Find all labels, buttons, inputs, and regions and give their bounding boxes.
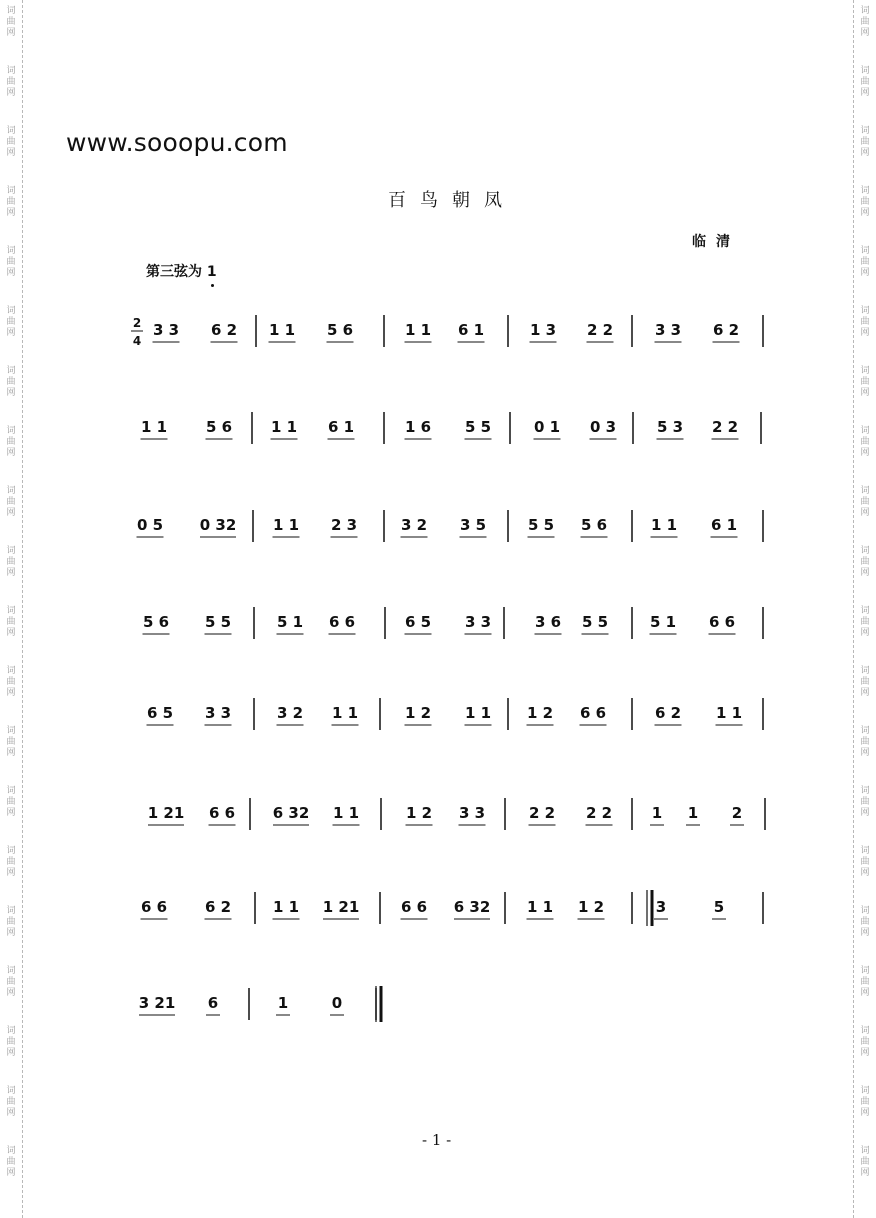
note-group: 1 1 bbox=[464, 704, 492, 722]
margin-watermark: 词 曲 网 bbox=[860, 1026, 870, 1058]
margin-watermark: 词 曲 网 bbox=[6, 246, 16, 278]
note-group: 3 2 bbox=[400, 516, 428, 534]
note-group: 6 6 bbox=[140, 898, 168, 916]
margin-watermark: 词 曲 网 bbox=[6, 846, 16, 878]
note-group: 1 2 bbox=[404, 704, 432, 722]
note-group: 5 6 bbox=[326, 321, 354, 339]
margin-watermark: 词 曲 网 bbox=[860, 906, 870, 938]
margin-watermark: 词 曲 网 bbox=[6, 366, 16, 398]
note-group: 6 2 bbox=[204, 898, 232, 916]
margin-watermark: 词 曲 网 bbox=[860, 486, 870, 518]
margin-watermark: 词 曲 网 bbox=[860, 1086, 870, 1118]
note-group: 1 1 bbox=[715, 704, 743, 722]
note-group: 6 6 bbox=[328, 613, 356, 631]
note-group: 0 32 bbox=[199, 516, 237, 534]
song-title: 百鸟朝凤 bbox=[388, 190, 516, 211]
note-group: 6 bbox=[207, 994, 219, 1012]
note-group: 5 1 bbox=[649, 613, 677, 631]
margin-watermark: 词 曲 网 bbox=[6, 726, 16, 758]
margin-watermark: 词 曲 网 bbox=[860, 126, 870, 158]
note-group: 6 1 bbox=[327, 418, 355, 436]
note-group: 3 6 bbox=[534, 613, 562, 631]
time-signature-top: 2 bbox=[132, 316, 142, 330]
margin-watermark: 词 曲 网 bbox=[860, 606, 870, 638]
margin-watermark: 词 曲 网 bbox=[860, 366, 870, 398]
tuning-label: 第三弦为 bbox=[146, 264, 202, 280]
note-group: 1 1 bbox=[332, 804, 360, 822]
note-group: 1 1 bbox=[272, 516, 300, 534]
note-group: 6 6 bbox=[579, 704, 607, 722]
note-group: 6 32 bbox=[453, 898, 491, 916]
note-group: 5 6 bbox=[142, 613, 170, 631]
note-group: 1 1 bbox=[270, 418, 298, 436]
note-group: 6 2 bbox=[712, 321, 740, 339]
margin-watermark: 词 曲 网 bbox=[860, 1146, 870, 1178]
margin-watermark: 词 曲 网 bbox=[6, 1086, 16, 1118]
note-group: 1 2 bbox=[526, 704, 554, 722]
margin-watermark: 词 曲 网 bbox=[6, 426, 16, 458]
time-signature-bottom: 4 bbox=[132, 334, 142, 348]
note-group: 3 3 bbox=[464, 613, 492, 631]
note-group: 3 3 bbox=[152, 321, 180, 339]
note-group: 1 1 bbox=[268, 321, 296, 339]
margin-watermark: 词 曲 网 bbox=[6, 786, 16, 818]
note-group: 6 2 bbox=[210, 321, 238, 339]
note-group: 5 6 bbox=[205, 418, 233, 436]
margin-watermark: 词 曲 网 bbox=[6, 66, 16, 98]
note-group: 5 3 bbox=[656, 418, 684, 436]
margin-watermark: 词 曲 网 bbox=[860, 846, 870, 878]
note-group: 6 6 bbox=[708, 613, 736, 631]
note-group: 2 2 bbox=[711, 418, 739, 436]
note-group: 1 1 bbox=[526, 898, 554, 916]
tuning-pitch: 1 bbox=[206, 264, 217, 280]
note-group: 1 bbox=[277, 994, 289, 1012]
margin-watermark: 词 曲 网 bbox=[860, 426, 870, 458]
time-signature bbox=[131, 316, 143, 348]
margin-watermark: 词 曲 网 bbox=[6, 486, 16, 518]
note-group: 2 2 bbox=[586, 321, 614, 339]
note-group: 6 6 bbox=[208, 804, 236, 822]
note-group: 6 5 bbox=[146, 704, 174, 722]
note-group: 6 2 bbox=[654, 704, 682, 722]
note-group: 5 bbox=[713, 898, 725, 916]
margin-watermark: 词 曲 网 bbox=[6, 1146, 16, 1178]
note-group: 1 21 bbox=[322, 898, 360, 916]
note-group: 3 bbox=[655, 898, 667, 916]
note-group: 5 1 bbox=[276, 613, 304, 631]
note-group: 3 3 bbox=[204, 704, 232, 722]
note-group: 0 bbox=[331, 994, 343, 1012]
margin-watermark: 词 曲 网 bbox=[860, 6, 870, 38]
margin-watermark: 词 曲 网 bbox=[6, 906, 16, 938]
note-group: 1 1 bbox=[404, 321, 432, 339]
site-url: www.sooopu.com bbox=[66, 128, 288, 157]
note-group: 1 2 bbox=[577, 898, 605, 916]
margin-watermark: 词 曲 网 bbox=[6, 1026, 16, 1058]
note-group: 3 5 bbox=[459, 516, 487, 534]
note-group: 1 1 bbox=[272, 898, 300, 916]
note-group: 1 1 bbox=[140, 418, 168, 436]
note-group: 6 5 bbox=[404, 613, 432, 631]
margin-watermark: 词 曲 网 bbox=[860, 306, 870, 338]
note-group: 0 5 bbox=[136, 516, 164, 534]
note-group: 6 6 bbox=[400, 898, 428, 916]
margin-watermark: 词 曲 网 bbox=[860, 786, 870, 818]
region-label: 临清 bbox=[692, 234, 740, 250]
note-group: 5 5 bbox=[204, 613, 232, 631]
note-group: 1 6 bbox=[404, 418, 432, 436]
note-group: 0 1 bbox=[533, 418, 561, 436]
margin-watermark: 词 曲 网 bbox=[6, 966, 16, 998]
margin-watermark: 词 曲 网 bbox=[6, 606, 16, 638]
note-group: 6 1 bbox=[457, 321, 485, 339]
note-group: 1 1 bbox=[650, 516, 678, 534]
note-group: 5 5 bbox=[464, 418, 492, 436]
note-group: 5 5 bbox=[581, 613, 609, 631]
note-group: 2 2 bbox=[528, 804, 556, 822]
margin-watermark: 词 曲 网 bbox=[860, 966, 870, 998]
note-group: 2 3 bbox=[330, 516, 358, 534]
margin-watermark: 词 曲 网 bbox=[860, 186, 870, 218]
margin-watermark: 词 曲 网 bbox=[6, 546, 16, 578]
margin-watermark: 词 曲 网 bbox=[860, 246, 870, 278]
margin-watermark: 词 曲 网 bbox=[6, 306, 16, 338]
note-group: 5 6 bbox=[580, 516, 608, 534]
margin-watermark: 词 曲 网 bbox=[6, 6, 16, 38]
note-group: 2 bbox=[731, 804, 743, 822]
note-group: 3 2 bbox=[276, 704, 304, 722]
note-group: 5 5 bbox=[527, 516, 555, 534]
note-group: 1 bbox=[687, 804, 699, 822]
note-group: 0 3 bbox=[589, 418, 617, 436]
margin-watermark: 词 曲 网 bbox=[860, 726, 870, 758]
note-group: 6 32 bbox=[272, 804, 310, 822]
margin-watermark: 词 曲 网 bbox=[6, 186, 16, 218]
margin-watermark: 词 曲 网 bbox=[860, 666, 870, 698]
note-group: 3 21 bbox=[138, 994, 176, 1012]
note-group: 1 2 bbox=[405, 804, 433, 822]
margin-watermark: 词 曲 网 bbox=[6, 666, 16, 698]
margin-watermark: 词 曲 网 bbox=[6, 126, 16, 158]
note-group: 1 3 bbox=[529, 321, 557, 339]
note-group: 1 bbox=[651, 804, 663, 822]
margin-watermark: 词 曲 网 bbox=[860, 546, 870, 578]
note-group: 2 2 bbox=[585, 804, 613, 822]
margin-watermark: 词 曲 网 bbox=[860, 66, 870, 98]
note-group: 3 3 bbox=[458, 804, 486, 822]
page-number: - 1 - bbox=[422, 1131, 452, 1149]
note-group: 1 1 bbox=[331, 704, 359, 722]
note-group: 1 21 bbox=[147, 804, 185, 822]
note-group: 3 3 bbox=[654, 321, 682, 339]
note-group: 6 1 bbox=[710, 516, 738, 534]
